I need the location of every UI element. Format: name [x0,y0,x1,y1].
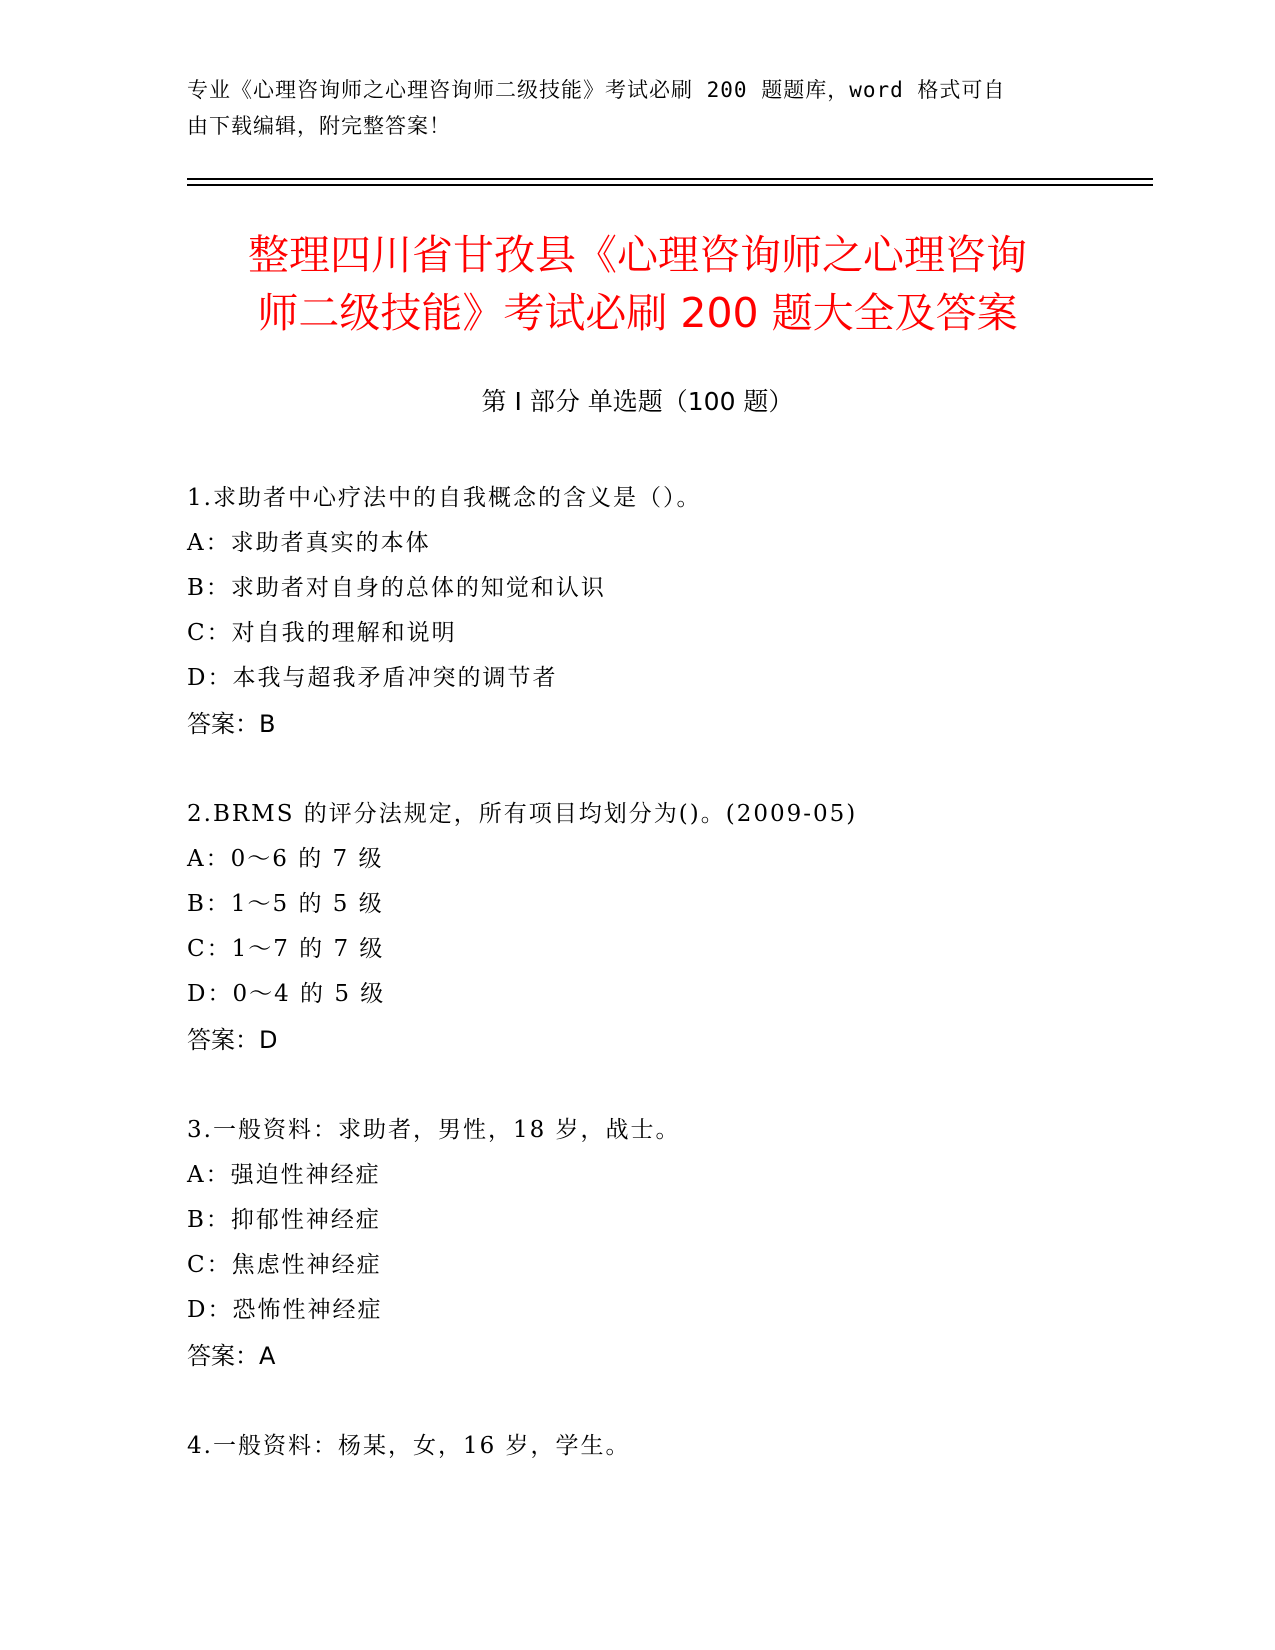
header-note-line-2: 由下载编辑，附完整答案！ [187,114,451,138]
document-title-line-2: 师二级技能》考试必刷 200 题大全及答案 [257,289,1018,337]
question-2 [187,792,1147,1063]
option-b: B：1～5 的 5 级 [187,891,384,917]
option-c: C：1～7 的 7 级 [187,936,385,962]
question-3 [187,1108,1147,1379]
question-list [187,476,1147,1514]
question-stem: 3.一般资料：求助者，男性，18 岁，战士。 [187,1117,681,1143]
question-1 [187,476,1147,747]
header-note-line-1: 专业《心理咨询师之心理咨询师二级技能》考试必刷 200 题题库，word 格式可自 [187,78,1006,102]
section-heading: 第 I 部分 单选题（100 题） [481,387,794,416]
question-stem: 1.求助者中心疗法中的自我概念的含义是（）。 [187,485,702,511]
option-c: C：焦虑性神经症 [187,1252,382,1278]
option-d: D：0～4 的 5 级 [187,981,386,1007]
option-d: D：本我与超我矛盾冲突的调节者 [187,665,558,691]
answer: 答案：B [187,710,276,738]
option-a: A：0～6 的 7 级 [187,846,384,872]
question-stem: 4.一般资料：杨某，女，16 岁，学生。 [187,1433,631,1459]
header-note [187,72,1067,144]
option-d: D：恐怖性神经症 [187,1297,383,1323]
answer: 答案：D [187,1026,278,1054]
option-b: B：求助者对自身的总体的知觉和认识 [187,575,606,601]
option-a: A：求助者真实的本体 [187,530,431,556]
header-rule-bottom [187,184,1153,186]
document-title [150,226,1125,342]
option-b: B：抑郁性神经症 [187,1207,381,1233]
document-title-line-1: 整理四川省甘孜县《心理咨询师之心理咨询 [248,231,1027,279]
option-c: C：对自我的理解和说明 [187,620,457,646]
header-rule-top [187,178,1153,180]
option-a: A：强迫性神经症 [187,1162,381,1188]
question-stem: 2.BRMS 的评分法规定，所有项目均划分为()。(2009-05) [187,801,858,827]
answer: 答案：A [187,1342,276,1370]
question-4 [187,1424,1147,1469]
